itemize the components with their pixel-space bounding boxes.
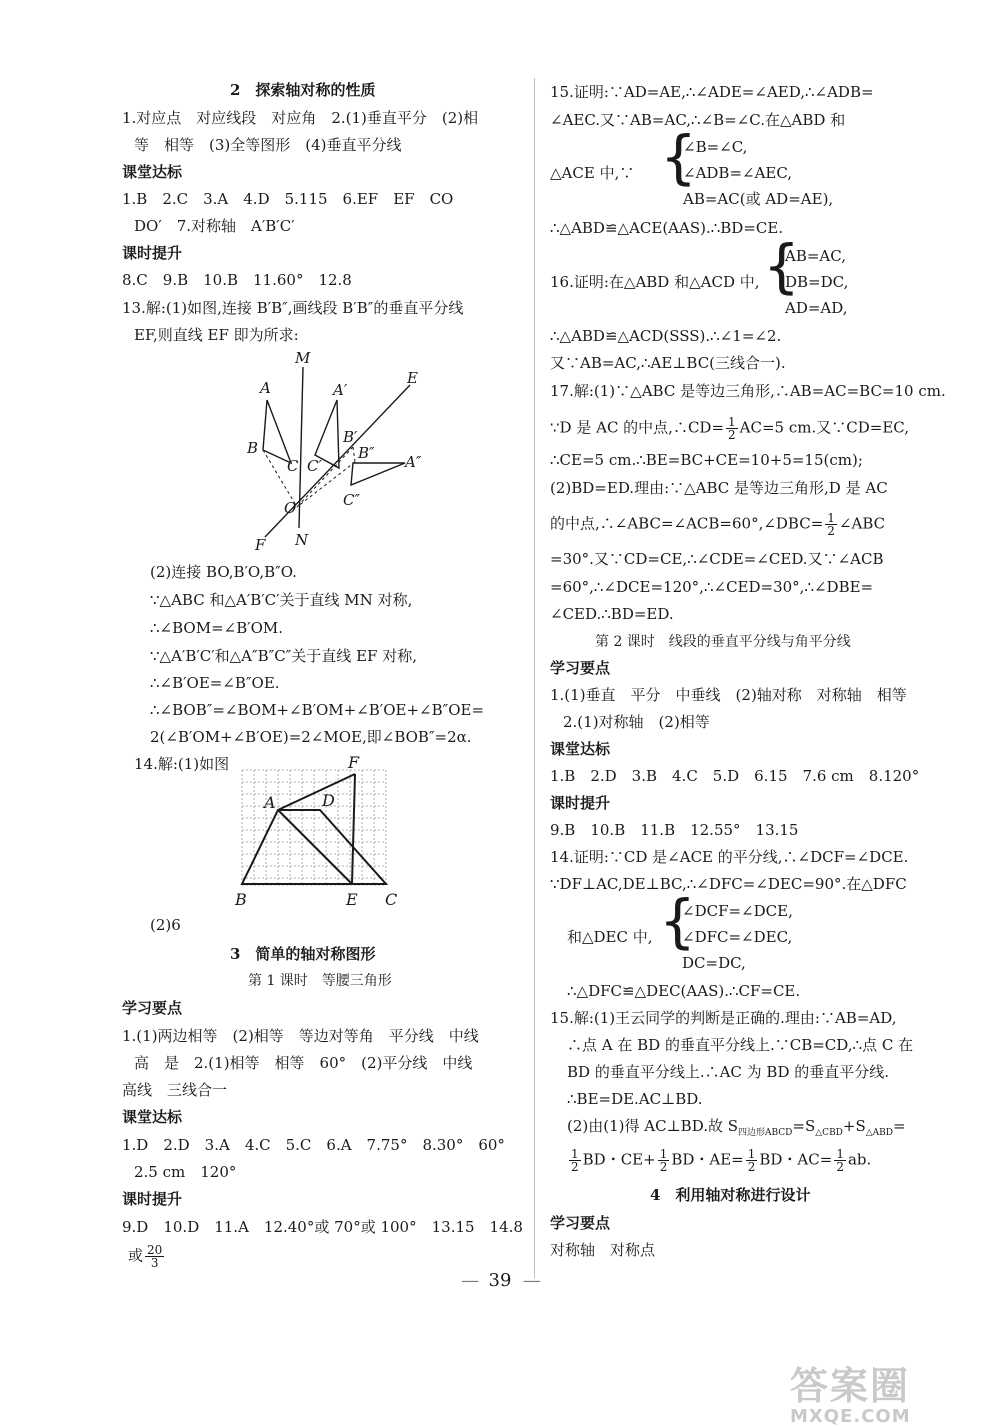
watermark-url: MXQE.COM [790,1406,911,1427]
label-a1: A′ [333,381,348,399]
answer-line: AD=AD, [785,299,848,317]
triangle-abc [263,400,291,463]
triangle-a2b2c2 [351,463,405,485]
answer-line: 1.B 2.D 3.B 4.C 5.D 6.15 7.6 cm 8.120° [550,767,920,785]
answer-line: 又∵AB=AC,∴AE⊥BC(三线合一). [550,354,786,372]
answer-line: ∴∠B′OE=∠B″OE. [150,674,280,692]
text: 或 [128,1246,144,1265]
grid-lines [242,770,386,885]
lesson-title: 第 2 课时 线段的垂直平分线与角平分线 [595,634,851,650]
text: BD・AC= [759,1150,833,1169]
answer-line: ∵△ABC 和△A′B′C′关于直线 MN 对称, [150,591,413,609]
label-c2: C [385,890,398,909]
answer-line: 2.5 cm 120° [134,1163,237,1181]
label-m: M [295,349,311,367]
figure-grid [230,752,410,910]
text: +S [842,1117,866,1135]
answer-line: DC=DC, [682,954,746,972]
fraction-den: 2 [659,1160,668,1174]
answer-line: 高 是 2.(1)相等 相等 60° (2)平分线 中线 [134,1054,473,1072]
fraction [658,1148,670,1173]
label-n: N [295,531,309,549]
fraction [569,1148,581,1173]
answer-line: ∴CE=5 cm.∴BE=BC+CE=10+5=15(cm); [550,451,863,469]
fraction [145,1244,164,1269]
answer-line [128,1244,166,1269]
answer-line: ∠ADB=∠AEC, [683,164,793,182]
answer-line [567,1148,871,1173]
label-f: F [255,536,266,550]
answer-line: 1.(1)两边相等 (2)相等 等边对等角 平分线 中线 [122,1027,479,1045]
answer-line: 1.D 2.D 3.A 4.C 5.C 6.A 7.75° 8.30° 60° [122,1136,505,1154]
column-divider [534,78,535,1278]
segment-ae [278,810,352,884]
section-title-2: 2 探索轴对称的性质 [230,81,376,99]
text: =S [792,1117,816,1135]
answer-line: 9.D 10.D 11.A 12.40°或 70°或 100° 13.15 14.8 [122,1218,523,1236]
answer-line: ∴∠BOM=∠B′OM. [150,619,284,637]
lesson-title: 第 1 课时 等腰三角形 [248,973,392,989]
answer-line: ∠DCF=∠DCE, [682,902,793,920]
answer-line: ∠AEC.又∵AB=AC,∴∠B=∠C.在△ABD 和 [550,111,846,129]
fraction [746,1148,758,1173]
subscript: △ABD [865,1128,894,1138]
answer-line: 等 相等 (3)全等图形 (4)垂直平分线 [134,136,402,154]
fraction-num: 1 [747,1147,756,1161]
watermark [790,1355,990,1427]
answer-line: 和△DEC 中, [567,928,653,946]
brace: { [659,887,696,955]
text: ∵D 是 AC 的中点,∴CD= [550,418,725,437]
fraction-num: 1 [836,1147,844,1161]
watermark-logo: 答案圈 [790,1364,911,1408]
heading-keshi: 课时提升 [122,244,183,262]
fraction-den: 2 [836,1160,844,1174]
heading-keshi: 课时提升 [122,1190,183,1208]
subscript: 四边形ABCD [738,1128,793,1138]
label-c1: C′ [307,457,322,475]
answer-line: ∵DF⊥AC,DE⊥BC,∴∠DFC=∠DEC=90°.在△DFC [550,875,907,893]
answer-line: 1.(1)垂直 平分 中垂线 (2)轴对称 对称轴 相等 [550,686,907,704]
fraction [825,512,837,537]
subscript: △CBD [815,1128,843,1138]
answer-line: AB=AC, [785,247,846,265]
text: = [893,1117,906,1135]
fraction-den: 2 [747,1160,756,1174]
answer-line: ∴△ABD≌△ACD(SSS).∴∠1=∠2. [550,327,782,345]
brace: { [660,123,697,191]
heading-xuexi: 学习要点 [550,1214,611,1232]
answer-line: 16.证明:在△ABD 和△ACD 中, [550,273,760,291]
segment-fe [352,774,355,884]
label-b2: B [235,890,247,909]
answer-line: 1.对应点 对应线段 对应角 2.(1)垂直平分 (2)相 [122,109,479,127]
label-e2: E [346,890,358,909]
heading-xuexi: 学习要点 [122,999,183,1017]
brace: { [763,232,800,300]
answer-line: AB=AC(或 AD=AE), [683,190,834,208]
text: BD・CE+ [582,1150,656,1169]
label-a2: A″ [405,453,422,471]
page-dash: — [522,1270,539,1291]
text: (2)由(1)得 AC⊥BD.故 S [567,1117,739,1135]
heading-xuexi: 学习要点 [550,659,611,677]
fraction-den: 2 [827,524,835,538]
answer-line: 15.解:(1)王云同学的判断是正确的.理由:∵AB=AD, [550,1009,897,1027]
label-o: O [284,499,297,517]
fraction-num: 1 [571,1147,579,1161]
answer-line: 14.解:(1)如图 [134,755,230,773]
answer-line: DO′ 7.对称轴 A′B′C′ [134,217,295,235]
answer-line: =30°.又∵CD=CE,∴∠CDE=∠CED.又∵∠ACB [550,550,884,568]
answer-line: ∴∠BOB″=∠BOM+∠B′OM+∠B′OE+∠B″OE= [150,701,485,719]
section-title-3: 3 简单的轴对称图形 [230,945,376,963]
answer-line: DB=DC, [785,273,849,291]
fraction-den: 3 [150,1256,159,1270]
answer-line: 9.B 10.B 11.B 12.55° 13.15 [550,821,799,839]
answer-line: ∵△A′B′C′和△A″B″C″关于直线 EF 对称, [150,647,417,665]
text: AC=5 cm.又∵CD=EC, [739,418,909,437]
answer-line: 15.证明:∵AD=AE,∴∠ADE=∠AED,∴∠ADB= [550,83,874,101]
answer-line: △ACE 中,∵ [550,164,635,182]
fraction-den: 2 [728,428,736,442]
answer-line [567,1116,906,1143]
section-title-4: 4 利用轴对称进行设计 [650,1186,811,1204]
fraction-num: 1 [827,511,835,525]
heading-keshi: 课时提升 [550,794,611,812]
answer-line: ∴△ABD≌△ACE(AAS).∴BD=CE. [550,219,784,237]
answer-line: EF,则直线 EF 即为所求: [134,326,299,344]
label-a: A [260,379,271,397]
heading-ketang: 课堂达标 [122,163,183,181]
answer-line: 8.C 9.B 10.B 11.60° 12.8 [122,271,352,289]
text: ab. [847,1150,872,1169]
answer-line: 对称轴 对称点 [550,1241,656,1259]
answer-line: BD 的垂直平分线上.∴AC 为 BD 的垂直平分线. [567,1063,890,1081]
answer-line: ∴BE=DE.AC⊥BD. [567,1090,703,1108]
answer-line: 17.解:(1)∵△ABC 是等边三角形,∴AB=AC=BC=10 cm. [550,382,946,400]
label-b1: B′ [343,428,358,446]
answer-line: ∴△DFC≌△DEC(AAS).∴CF=CE. [567,982,801,1000]
segment-b1b2 [353,447,355,462]
heading-ketang: 课堂达标 [550,740,611,758]
answer-line [550,512,885,537]
answer-line: (2)连接 BO,B′O,B″O. [150,563,297,581]
fraction-num: 20 [147,1243,163,1257]
text: BD・AE= [671,1150,744,1169]
answer-line: 1.B 2.C 3.A 4.D 5.115 6.EF EF CO [122,190,454,208]
answer-line: (2)6 [150,916,181,934]
answer-line: ∠B=∠C, [683,138,748,156]
answer-line: 2.(1)对称轴 (2)相等 [563,713,710,731]
answer-line: 14.证明:∵CD 是∠ACE 的平分线,∴∠DCF=∠DCE. [550,848,909,866]
answer-line: ∠DFC=∠DEC, [682,928,793,946]
answer-line: (2)BD=ED.理由:∵△ABC 是等边三角形,D 是 AC [550,479,888,497]
label-d2: D [322,791,335,810]
answer-line: ∠CED.∴BD=ED. [550,605,674,623]
answer-line: 2(∠B′OM+∠B′OE)=2∠MOE,即∠BOB″=2α. [150,728,472,746]
page-number [0,1270,1000,1291]
label-b: B [247,439,259,457]
label-c2: C″ [343,491,361,509]
label-b2: B″ [358,444,375,462]
fraction-num: 1 [728,415,736,429]
segment-af [278,774,355,810]
label-c: C [287,457,299,475]
label-e: E [407,369,418,387]
text: ∠ABC [838,514,886,533]
fraction-num: 1 [659,1147,668,1161]
label-f2: F [348,753,360,772]
page-number-value: 39 [488,1270,512,1291]
fraction-den: 2 [571,1160,579,1174]
answer-line: ∴点 A 在 BD 的垂直平分线上.∵CB=CD,∴点 C 在 [567,1036,914,1054]
answer-line [550,416,909,441]
answer-line: =60°,∴∠DCE=120°,∴∠CED=30°,∴∠DBE= [550,578,874,596]
fraction [834,1148,846,1173]
fraction [726,416,738,441]
figure-axis-symmetry [235,345,435,550]
answer-line: 13.解:(1)如图,连接 B′B″,画线段 B′B″的垂直平分线 [122,299,464,317]
heading-ketang: 课堂达标 [122,1108,183,1126]
label-a2: A [264,793,276,812]
answer-line: 高线 三线合一 [122,1081,228,1099]
page-dash: — [461,1270,478,1291]
text: 的中点,∴∠ABC=∠ACB=60°,∠DBC= [550,514,824,533]
